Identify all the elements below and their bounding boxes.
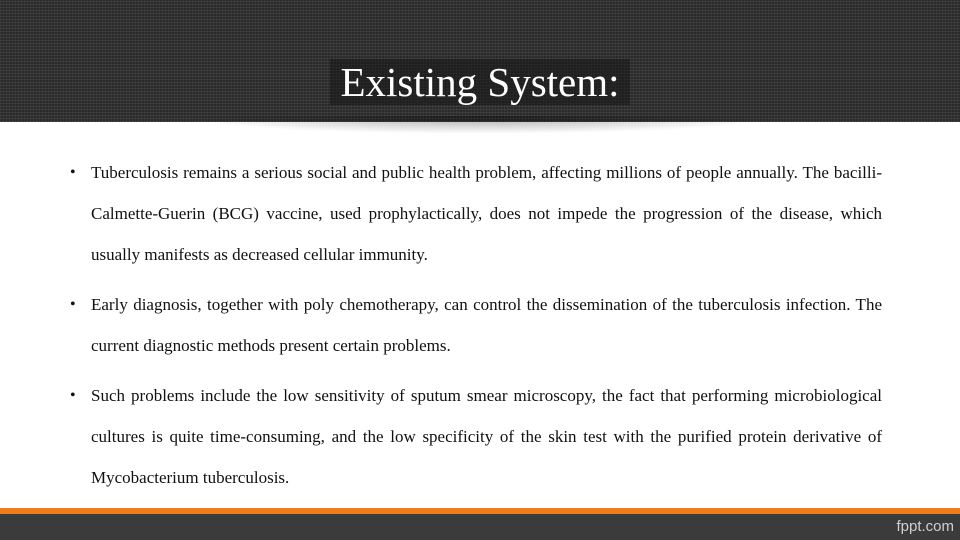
bullet-item <box>70 284 882 366</box>
bullet-point-icon: • <box>70 164 76 181</box>
bullet-item <box>70 152 882 275</box>
bullet-text: Tuberculosis remains a serious social and public health problem, affecting millions of people annually. The bacilli-Calmette-Guerin (BCG) vaccine, used prophylactically, does not impede the progression of the disease, which usually manifests as decreased cellular immunity. <box>91 163 882 264</box>
bullet-text: Such problems include the low sensitivity of sputum smear microscopy, the fact that performing microbiological cultures is quite time-consuming, and the low specificity of the skin test with the purified protein derivative of Mycobacterium tuberculosis. <box>91 386 882 487</box>
banner-shadow <box>180 116 780 134</box>
watermark: fppt.com <box>896 518 954 535</box>
bullet-text: Early diagnosis, together with poly chemotherapy, can control the dissemination of the tuberculosis infection. The current diagnostic methods present certain problems. <box>91 295 882 355</box>
bullet-item <box>70 375 882 498</box>
bullet-list <box>70 152 882 507</box>
bullet-point-icon: • <box>70 387 76 404</box>
slide-title-text: Existing System: <box>330 59 629 105</box>
bullet-point-icon: • <box>70 296 76 313</box>
footer-bar <box>0 514 960 540</box>
slide-title <box>0 54 960 110</box>
